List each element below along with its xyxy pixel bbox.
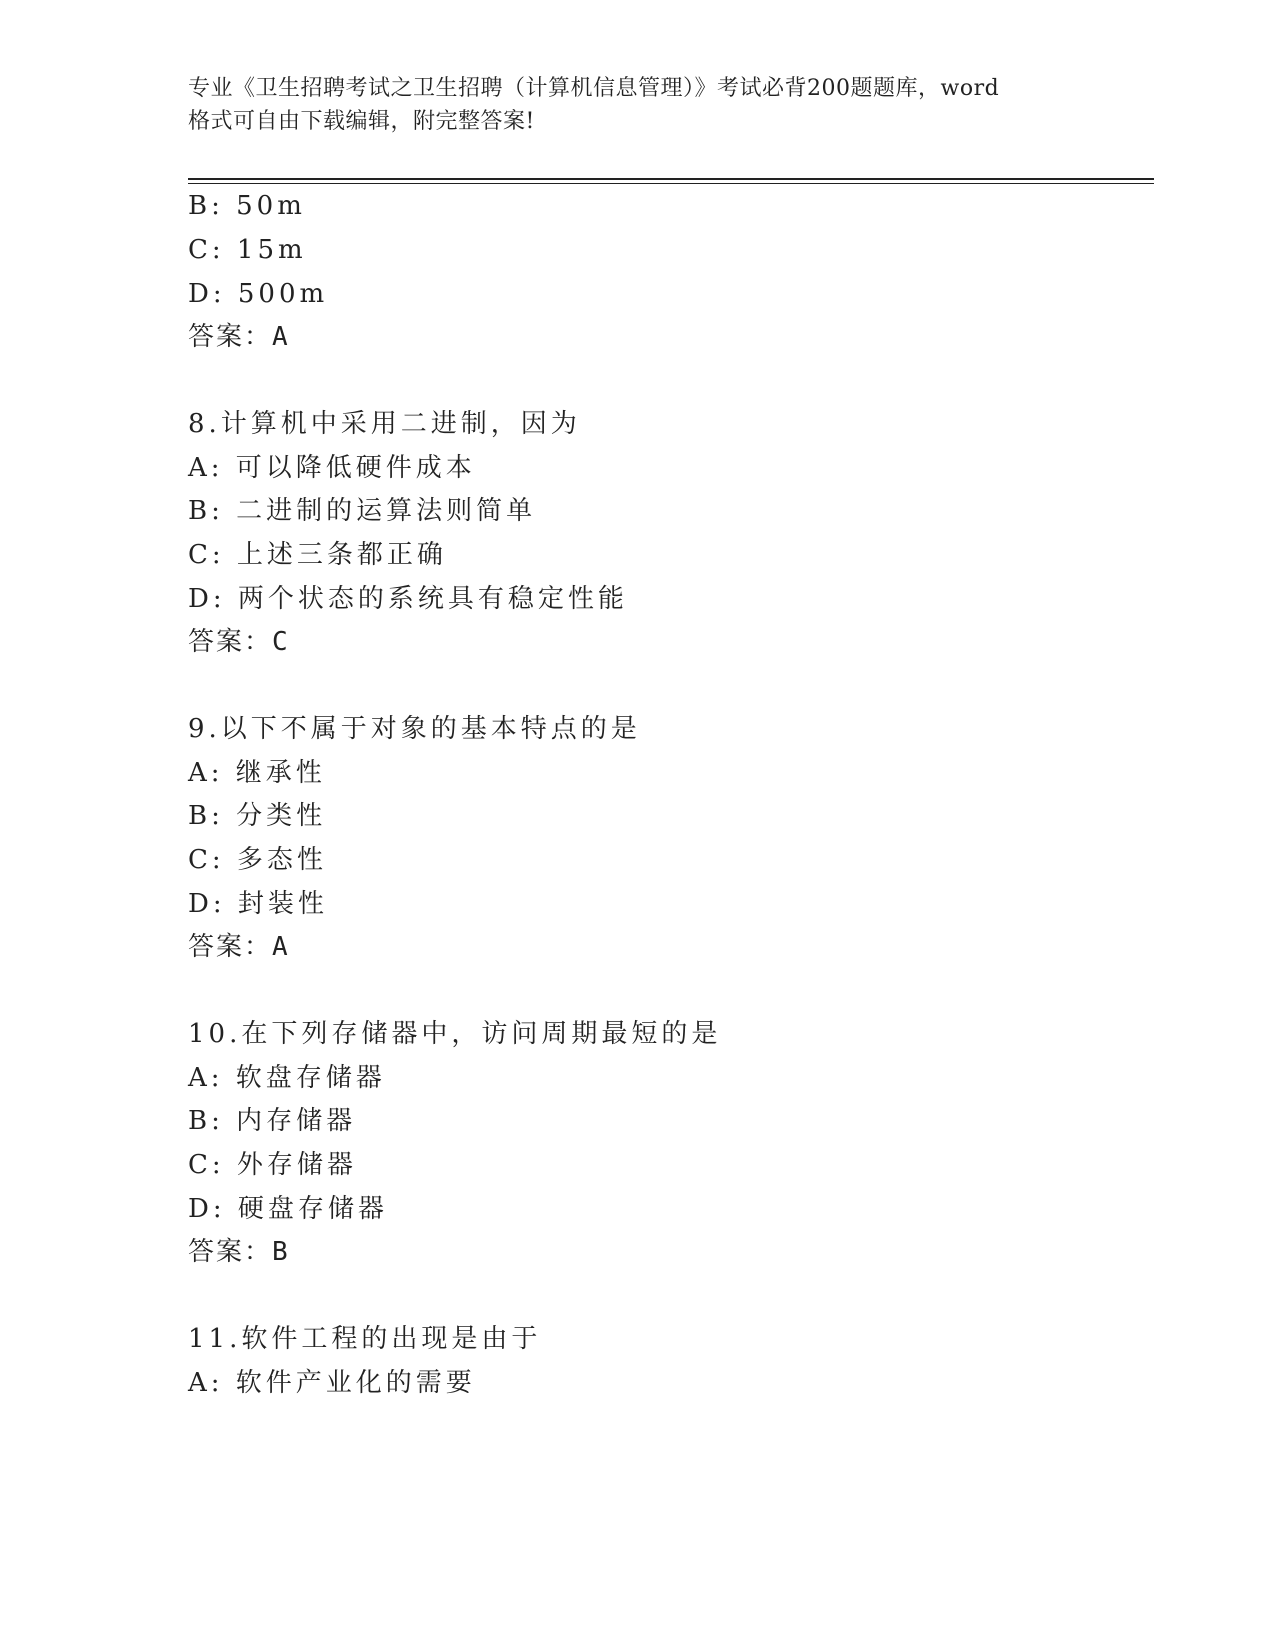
question-text: 11.软件工程的出现是由于	[188, 1324, 542, 1354]
answer-line: 答案：B	[188, 1237, 290, 1267]
answer-line: 答案：A	[188, 932, 290, 962]
option-line: A: 软件产业化的需要	[188, 1368, 476, 1398]
header-line-1: 专业《卫生招聘考试之卫生招聘（计算机信息管理）》考试必背200题题库，word	[188, 76, 1000, 101]
option-line: C: 15m	[188, 235, 307, 265]
option-line: D: 封装性	[188, 889, 328, 919]
option-line: C: 外存储器	[188, 1150, 357, 1180]
question-text: 10.在下列存储器中，访问周期最短的是	[188, 1019, 722, 1049]
question-text: 8.计算机中采用二进制，因为	[188, 409, 581, 439]
answer-line: 答案：A	[188, 322, 290, 352]
option-line: B: 分类性	[188, 801, 327, 831]
option-line: A: 软盘存储器	[188, 1063, 386, 1093]
option-line: A: 可以降低硬件成本	[188, 453, 476, 483]
document-header	[188, 72, 1088, 138]
option-line: D: 500m	[188, 279, 329, 309]
option-line: C: 上述三条都正确	[188, 540, 447, 570]
header-line-2: 格式可自由下载编辑，附完整答案!	[188, 109, 535, 134]
header-divider-thick	[188, 178, 1154, 180]
option-line: B: 二进制的运算法则简单	[188, 496, 537, 526]
option-line: D: 硬盘存储器	[188, 1194, 388, 1224]
option-line: B: 50m	[188, 191, 306, 221]
header-divider-thin	[188, 183, 1154, 184]
option-line: B: 内存储器	[188, 1106, 357, 1136]
question-text: 9.以下不属于对象的基本特点的是	[188, 714, 641, 744]
option-line: C: 多态性	[188, 845, 327, 875]
answer-line: 答案：C	[188, 627, 290, 657]
option-line: A: 继承性	[188, 758, 326, 788]
option-line: D: 两个状态的系统具有稳定性能	[188, 584, 628, 614]
